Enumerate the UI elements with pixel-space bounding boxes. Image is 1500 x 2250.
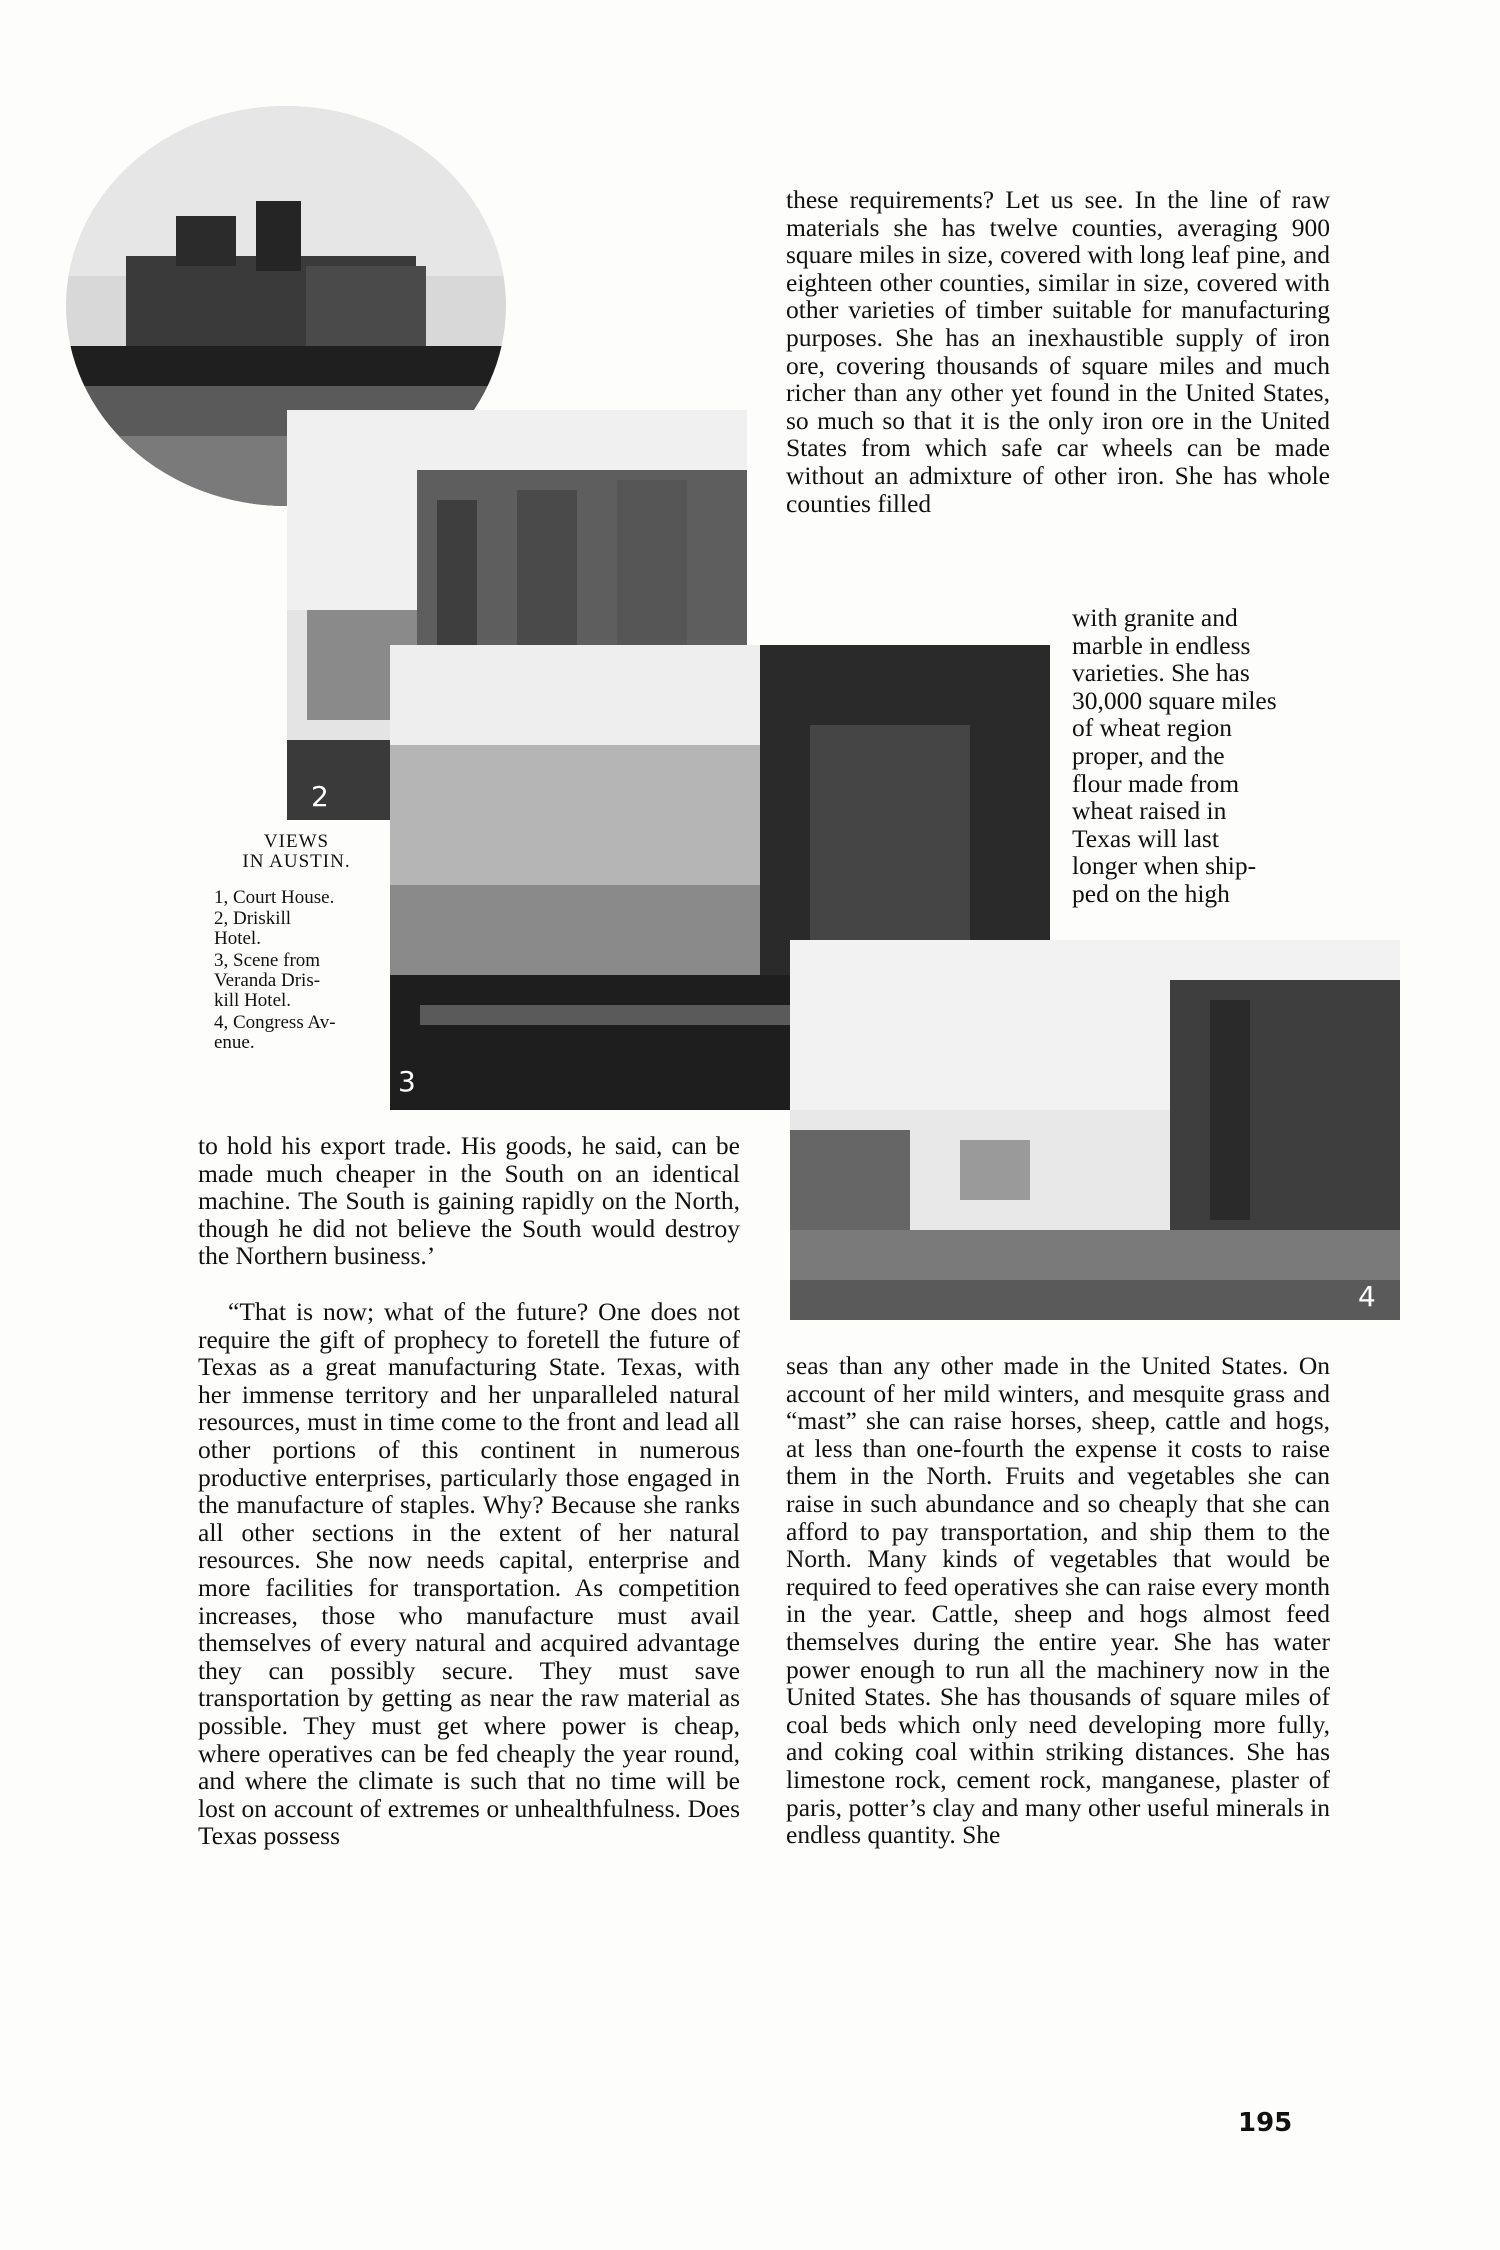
caption-item-2: 2, Driskill Hotel. (214, 908, 292, 949)
caption-title: VIEWS IN AUSTIN. (242, 831, 351, 872)
photo-number-4: 4 (1358, 1280, 1376, 1313)
body-text-right-bottom: seas than any other made in the United States. On account of her mild winters, and mesquite grass and “mast” she can raise horses, sheep, cattle and hogs, at less than one-fourth the expense it costs to raise them in the North. Fruits and vegetables she can raise in such abundance and so cheaply that she can afford to pay transportation, and ship them to the North. Many kinds of vegetables that would be required to feed operatives she can raise every month in the year. Cattle, sheep and hogs almost feed themselves during the entire year. She has water power enough to run all the machinery now in the United States. She has thousands of square miles of coal beds which only need developing more fully, and coking coal within striking distances. She has limestone rock, cement rock, manganese, plaster of paris, potter’s clay and many other useful minerals in endless quantity. She (786, 1351, 1330, 1850)
photo-number-3: 3 (398, 1065, 416, 1098)
page-number: 195 (1238, 2108, 1293, 2138)
body-text-right-narrow: with granite and marble in endless varieties. She has 30,000 square miles of wheat region proper, and the flour made from wheat raised in Texas will last longer when ship- ped on the high (1072, 603, 1277, 908)
photo-number-2: 2 (311, 780, 329, 813)
caption-item-1: 1, Court House. (214, 887, 335, 908)
body-text-left-2: “That is now; what of the future? One does not require the gift of prophecy to foretell the future of Texas as a great manufacturing State. Texas, with her immense territory and her unparalleled natural resources, must in time come to the front and lead all other portions of this continent in numerous productive enterprises, particularly those engaged in the manufacture of staples. Why? Because she ranks all other sections in the extent of her natural resources. She now needs capital, enterprise and more facilities for transportation. As competition increases, those who manufacture must avail themselves of every natural and acquired advantage they can possibly secure. They must save transportation by getting as near the raw material as possible. They must get where power is cheap, where operatives can be fed cheaply the year round, and where the climate is such that no time will be lost on account of extremes or unhealthfulness. Does Texas possess (198, 1297, 740, 1851)
body-text-right-top: these requirements? Let us see. In the line of raw materials she has twelve counties, averaging 900 square miles in size, covered with long leaf pine, and eighteen other counties, similar in size, covered with other varieties of timber suitable for manufacturing purposes. She has an inexhaustible supply of iron ore, covering thousands of square miles and much richer than any other yet found in the United States, so much so that it is the only iron ore in the United States from which safe car wheels can be made without an admixture of other iron. She has whole counties filled (786, 185, 1330, 518)
photo-congress-avenue (790, 940, 1400, 1320)
caption-item-4: 4, Congress Av- enue. (214, 1012, 336, 1053)
caption-item-3: 3, Scene from Veranda Dris- kill Hotel. (214, 950, 321, 1011)
body-text-left-1: to hold his export trade. His goods, he said, can be made much cheaper in the South on an identical machine. The South is gaining rapidly on the North, though he did not believe the South would destroy the Northern business.’ (198, 1131, 740, 1271)
